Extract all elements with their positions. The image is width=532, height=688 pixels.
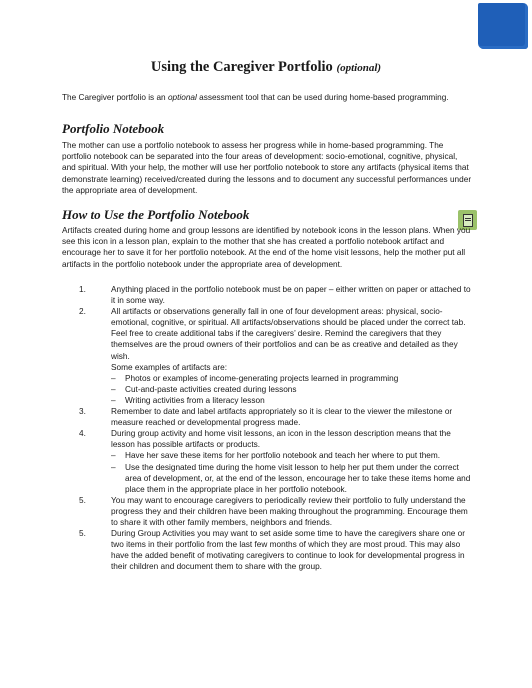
intro-paragraph (62, 92, 472, 103)
list-text: Remember to date and label artifacts appropriately so it is clear to the viewer the milestone or measure reached or developmental progress made. (111, 407, 453, 428)
list-item (79, 495, 479, 528)
page-title (0, 59, 532, 76)
list-item (79, 406, 479, 428)
how-to-paragraph: Artifacts created during home and group lessons are identified by notebook icons in the lesson plans. When you see this icon in a lesson plan, explain to the mother that she has created a portfolio notebook artifact and encourage her to save it for her portfolio notebook. At the end of the home visit lessons, help the mother put all artifacts in the portfolio notebook under the appropriate area of development. (62, 226, 471, 269)
list-number: 2. (79, 307, 86, 317)
portfolio-notebook-paragraph: The mother can use a portfolio notebook to assess her progress while in home-based programming. The portfolio notebook can be separated into the four areas of development: socio-emotional, cognitive, physical, and spiritual. With your help, the mother will use her portfolio notebook to store any artifacts (physical items that demonstrate learning) received/created during the lessons and to document any successful performances under the appropriate area of development. (62, 141, 472, 195)
list-text: Anything placed in the portfolio notebook must be on paper – either written on paper or attached to it in some way. (111, 285, 471, 306)
list-item (79, 528, 479, 572)
list-number: 3. (79, 407, 86, 417)
intro-text-2: assessment tool that can be used during home-based programming. (196, 93, 449, 102)
list-number: 5. (79, 495, 86, 505)
list-text: During Group Activities you may want to set aside some time to have the caregivers share one or two items in their portfolio from the last few months of which they are most proud. This may also have the added benefit of motivating caregivers to continue to look for developmental progress in their children and document them to share with the group. (111, 529, 466, 572)
list-text: During group activity and home visit lessons, an icon in the lesson description means that the lesson has possible artifacts or products. (111, 429, 451, 450)
list-item (79, 428, 479, 495)
list-text: All artifacts or observations generally fall in one of four development areas: physical, socio-emotional, cognitive, or spiritual. All artifacts/observations should be placed under the correct tab. Feel free to create additional tabs if the caregivers’ desire. Remind the caregivers that they themselves are the proud owners of their portfolios and can be as creative and detailed as they wish. (111, 307, 466, 361)
sub-item (111, 450, 471, 461)
list-item (79, 306, 479, 406)
dash-marker: – (111, 395, 116, 405)
blue-corner-mark (478, 3, 528, 49)
dash-marker: – (111, 373, 116, 383)
list-extra: Some examples of artifacts are: (111, 362, 228, 372)
sub-item-text: Have her save these items for her portfolio notebook and teach her where to put them. (125, 451, 441, 461)
dash-marker: – (111, 384, 116, 394)
sub-item (111, 395, 471, 406)
instructions-list (79, 284, 479, 572)
list-number: 4. (79, 429, 86, 439)
title-suffix: (optional) (336, 62, 382, 74)
sub-item-text: Photos or examples of income-generating projects learned in programming (125, 373, 399, 383)
sub-item-text: Cut-and-paste activities created during lessons (125, 384, 297, 394)
portfolio-notebook-heading: Portfolio Notebook (62, 121, 165, 136)
sub-item-text: Use the designated time during the home visit lesson to help her put them under the correct area of development, or, at the end of the lesson, encourage her to take these items home and place them in the appropriate place in her portfolio notebook. (125, 462, 471, 494)
list-text: You may want to encourage caregivers to periodically review their portfolio to fully understand the progress they and their children have been making throughout the programming. Encourage them to share it with other family members, neighbors and friends. (111, 495, 468, 527)
how-to-heading: How to Use the Portfolio Notebook (62, 207, 250, 222)
list-number: 1. (79, 285, 86, 294)
sub-item (111, 373, 471, 384)
list-number: 5. (79, 529, 86, 539)
intro-text-1: The Caregiver portfolio is an (62, 93, 168, 102)
sub-item (111, 384, 471, 395)
sub-item (111, 462, 471, 495)
dash-marker: – (111, 451, 116, 461)
list-item (79, 284, 479, 306)
dash-marker: – (111, 462, 116, 472)
title-main: Using the Caregiver Portfolio (150, 59, 333, 75)
sub-item-text: Writing activities from a literacy lesson (125, 395, 265, 405)
intro-emphasis: optional (167, 93, 197, 102)
